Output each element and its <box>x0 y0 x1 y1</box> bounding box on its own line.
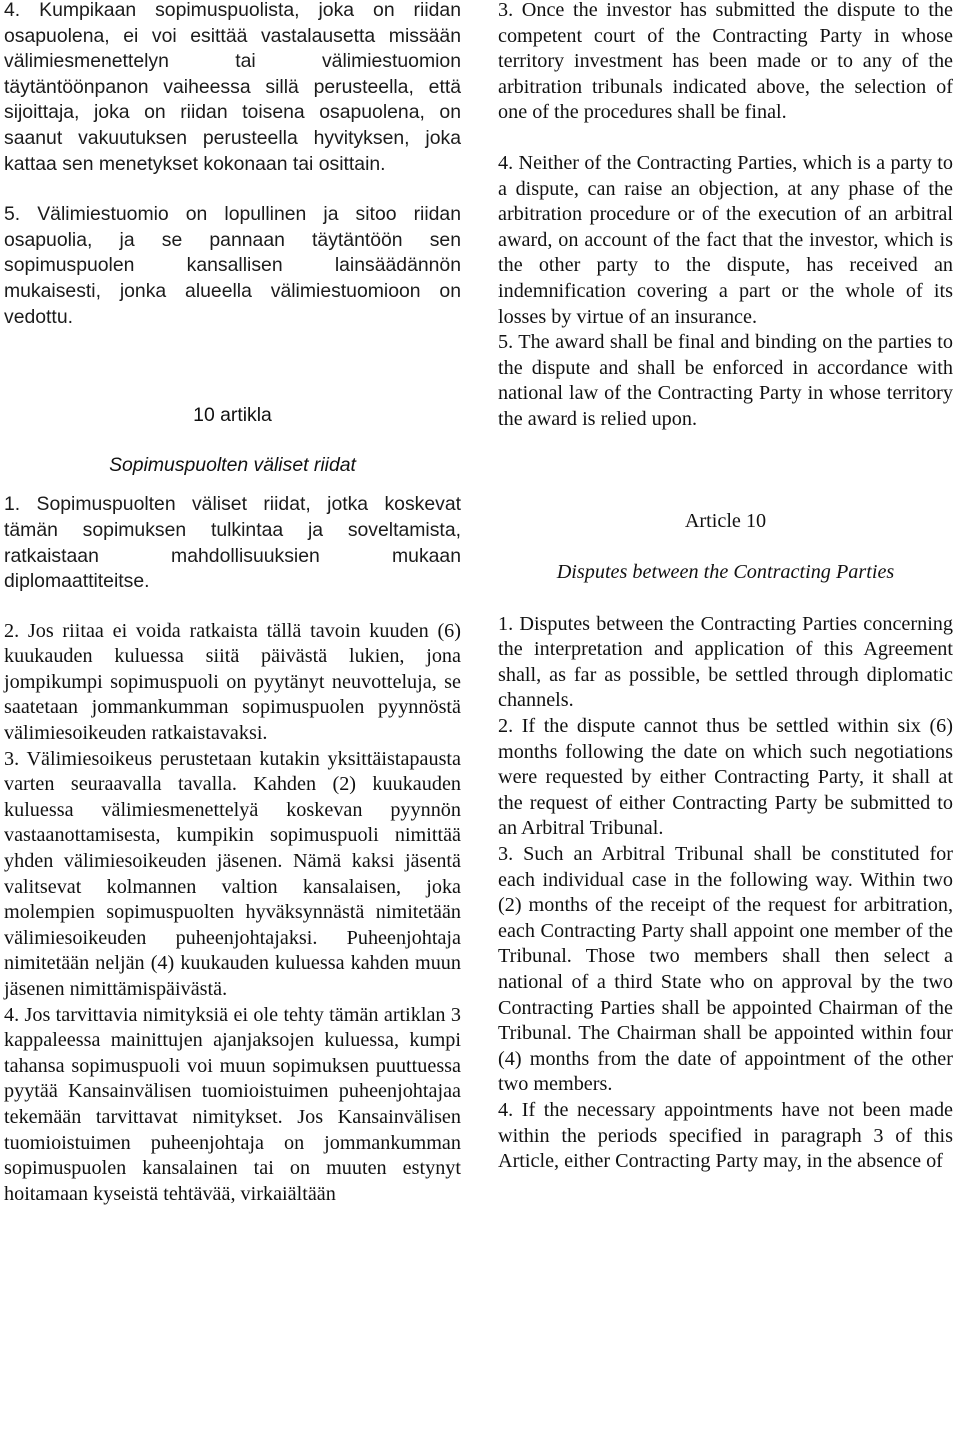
fi-paragraph-4: 4. Kumpikaan sopimuspuolista, joka on riidan osapuolena, ei voi esittää vastalausetta missään välimiesmenettelyn tai välimiestuomion täytäntöönpanon vaiheessa sillä perusteella, että sijoittaja, joka on riidan toisena osapuolena, on saanut vakuutuksen perusteella hyvityksen, joka kattaa sen menetykset kokonaan tai osittain. <box>4 0 461 175</box>
fi-article-subheading: Sopimuspuolten väliset riidat <box>109 453 356 476</box>
en-paragraph-3: 3. Once the investor has submitted the dispute to the competent court of the Contracting Party in whose territory investment has been made or to any of the arbitration tribunals indicated above, the selection of one of the procedures shall be final. <box>498 0 953 124</box>
fi-article-para-3: 3. Välimiesoikeus perustetaan kutakin yksittäistapausta varten seuraavalla tavalla. Kahden (2) kuukauden kuluessa välimiesmenettelyä koskevan pyynnön vastaanottamisesta, kumpikin sopimuspuoli nimittää yhden välimiesoikeuden jäsenen. Nämä kaksi jäsentä valitsevat kolmannen valtion kansalaisen, joka molempien sopimuspuolten hyväksynnästä nimitetään välimiesoikeuden puheenjohtajaksi. Puheenjohtaja nimitetään neljän (4) kuukauden kuluessa kahden muun jäsenen nimittämispäivästä. <box>4 747 461 1000</box>
fi-article-para-4: 4. Jos tarvittavia nimityksiä ei ole tehty tämän artiklan 3 kappaleessa mainittujen ajanjaksojen kuluessa, kumpi tahansa sopimuspuoli voi muun sopimuksen puuttuessa pyytää Kansainvälisen tuomioistuimen puheenjohtajaa tekemään tarvittavat nimitykset. Jos Kansainvälisen tuomioistuimen puheenjohtaja on jommankumman sopimuspuolen kansalainen tai on muuten estynyt hoitamaan kyseistä tehtävää, virkaiältään <box>4 1003 461 1205</box>
en-article-para-3: 3. Such an Arbitral Tribunal shall be constituted for each individual case in the following way. Within two (2) months of the receipt of the request for arbitration, each Contracting Party shall appoint one member of the Tribunal. Those two members shall then select a national of a third State who on approval by the two Contracting Parties shall be appointed Chairman of the Tribunal. The Chairman shall be appointed within four (4) months from the date of appointment of the other two members. <box>498 843 953 1096</box>
fi-article-para-1: 1. Sopimuspuolten väliset riidat, jotka koskevat tämän sopimuksen tulkintaa ja soveltamista, ratkaistaan mahdollisuuksien mukaan diplomaattiteitse. <box>4 493 461 593</box>
en-article-para-1: 1. Disputes between the Contracting Parties concerning the interpretation and application of this Agreement shall, as far as possible, be settled through diplomatic channels. <box>498 612 953 712</box>
fi-paragraph-5: 5. Välimiestuomio on lopullinen ja sitoo riidan osapuolia, ja se pannaan täytäntöön sen sopimuspuolen kansallisen lainsäädännön mukaisesti, jonka alueella välimiestuomioon on vedottu. <box>4 203 461 328</box>
en-article-subheading: Disputes between the Contracting Parties <box>556 561 895 584</box>
en-article-heading: Article 10 <box>684 509 767 532</box>
fi-article-heading: 10 artikla <box>193 404 272 427</box>
en-article-para-4: 4. If the necessary appointments have not been made within the periods specified in paragraph 3 of this Article, either Contracting Party may, in the absence of <box>498 1098 953 1173</box>
fi-article-para-2: 2. Jos riitaa ei voida ratkaista tällä tavoin kuuden (6) kuukauden kuluessa siitä päivästä lukien, jona jompikumpi sopimuspuoli on pyytänyt neuvotteluja, se saatetaan jommankumman sopimuspuolen pyynnöstä välimiesoikeuden ratkaistavaksi. <box>4 619 461 745</box>
finnish-column <box>4 0 461 1207</box>
en-paragraph-4: 4. Neither of the Contracting Parties, which is a party to a dispute, can raise an objection, at any phase of the arbitration procedure or of the execution of an arbitral award, on account of the fact that the investor, which is the other party to the dispute, has received an indemnification covering a part or the whole of its losses by virtue of an insurance. <box>498 151 953 328</box>
en-article-para-2: 2. If the dispute cannot thus be settled within six (6) months following the date on which such negotiations were requested by either Contracting Party, it shall at the request of either Contracting Party be submitted to an Arbitral Tribunal. <box>498 715 953 840</box>
english-column <box>498 0 953 1175</box>
en-paragraph-5: 5. The award shall be final and binding on the parties to the dispute and shall be enforced in accordance with national law of the Contracting Party in whose territory the award is relied upon. <box>498 331 953 430</box>
